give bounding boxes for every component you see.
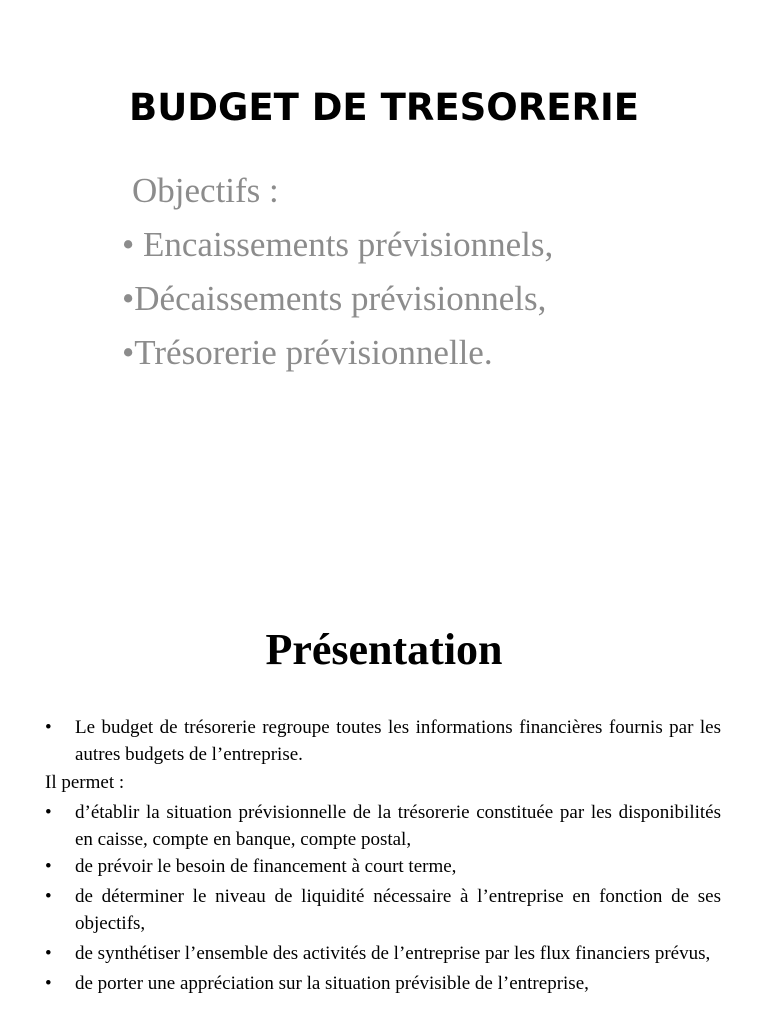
list-item: • de synthétiser l’ensemble des activités de l’entreprise par les flux financiers prévus, — [45, 940, 721, 967]
slide-title: BUDGET DE TRESORERIE — [129, 86, 639, 129]
list-item: • de déterminer le niveau de liquidité nécessaire à l’entreprise en fonction de ses objectifs, — [45, 883, 721, 937]
objective-item-encaissements: • Encaissements prévisionnels, — [122, 225, 554, 264]
list-item: • de porter une appréciation sur la situation prévisible de l’entreprise, — [45, 970, 721, 997]
objectives-heading: Objectifs : — [132, 171, 279, 210]
section-title: Présentation — [265, 625, 503, 674]
objectives-block — [122, 164, 742, 380]
permet-label: Il permet : — [45, 772, 125, 793]
intro-paragraph: • Le budget de trésorerie regroupe toutes les informations financières fournis par les autres budgets de l’entreprise. — [45, 714, 721, 768]
list-item: • d’établir la situation prévisionnelle de la trésorerie constituée par les disponibilités en caisse, compte en banque, compte postal, — [45, 799, 721, 853]
objective-item-tresorerie: •Trésorerie prévisionnelle. — [122, 333, 493, 372]
objective-item-decaissements: •Décaissements prévisionnels, — [122, 279, 547, 318]
list-item: • de prévoir le besoin de financement à court terme, — [45, 853, 721, 880]
presentation-body — [45, 714, 721, 997]
